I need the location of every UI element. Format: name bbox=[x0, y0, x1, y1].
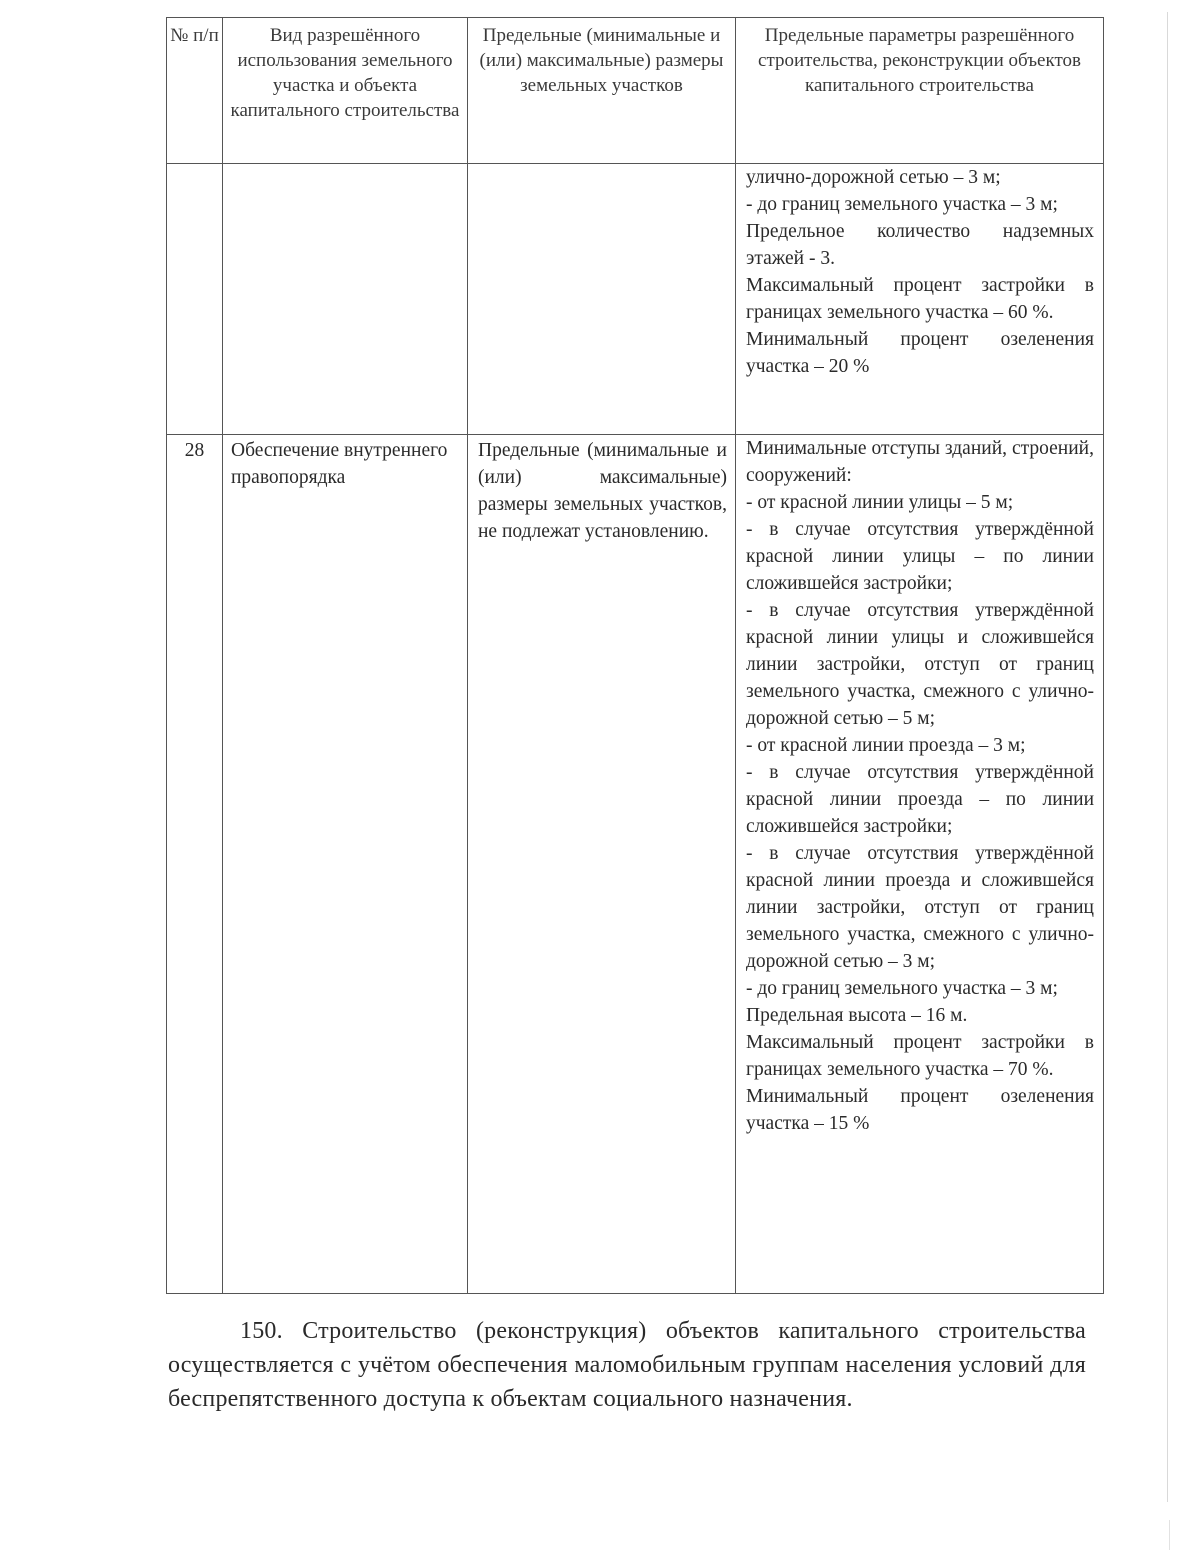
param-line: Минимальные отступы зданий, строений, сооружений: bbox=[746, 438, 1094, 486]
header-number: № п/п bbox=[167, 18, 223, 164]
cell-plot-sizes bbox=[468, 164, 736, 435]
param-line: Максимальный процент застройки в границах земельного участка – 60 %. bbox=[746, 275, 1094, 323]
scan-edge-line bbox=[1167, 12, 1168, 1502]
cell-construction-params bbox=[736, 435, 1104, 1294]
regulations-table bbox=[166, 17, 1104, 1294]
scan-edge-line bbox=[1169, 1520, 1170, 1550]
param-line: улично-дорожной сетью – 3 м; bbox=[746, 167, 1001, 188]
param-line: - до границ земельного участка – 3 м; bbox=[746, 978, 1058, 999]
use-type-text: Обеспечение внутреннего правопорядка bbox=[231, 440, 448, 488]
cell-construction-params bbox=[736, 164, 1104, 435]
param-line: Минимальный процент озеленения участка – 15 % bbox=[746, 1086, 1094, 1134]
param-line: - от красной линии улицы – 5 м; bbox=[746, 492, 1014, 513]
row-number: 28 bbox=[184, 440, 205, 461]
param-line: Максимальный процент застройки в границах земельного участка – 70 %. bbox=[746, 1032, 1094, 1080]
cell-plot-sizes bbox=[468, 435, 736, 1294]
table-row-28 bbox=[167, 435, 1104, 1294]
param-line: Предельное количество надземных этажей - 3. bbox=[746, 221, 1094, 269]
cell-use-type bbox=[223, 435, 468, 1294]
plot-sizes-text: Предельные (минимальные и (или) максимальные) размеры земельных участков, не подлежат установлению. bbox=[478, 440, 727, 542]
paragraph-150: 150. Строительство (реконструкция) объектов капитального строительства осуществляется с учётом обеспечения маломобильным группам населения условий для беспрепятственного доступа к объектам социального назначения. bbox=[168, 1318, 1086, 1412]
param-line: - в случае отсутствия утверждённой красной линии улицы и сложившейся линии застройки, отступ от границ земельного участка, смежного с улично-дорожной сетью – 5 м; bbox=[746, 600, 1094, 729]
param-line: - в случае отсутствия утверждённой красной линии улицы – по линии сложившейся застройки; bbox=[746, 519, 1094, 594]
param-line: Минимальный процент озеленения участка – 20 % bbox=[746, 329, 1094, 377]
table-header-row bbox=[167, 18, 1104, 164]
header-construction-params: Предельные параметры разрешённого строительства, реконструкции объектов капитального строительства bbox=[736, 18, 1104, 164]
param-line: - в случае отсутствия утверждённой красной линии проезда – по линии сложившейся застройки; bbox=[746, 762, 1094, 837]
cell-use-type bbox=[223, 164, 468, 435]
table-row-continuation bbox=[167, 164, 1104, 435]
header-use-type: Вид разрешённого использования земельного участка и объекта капитального строительства bbox=[223, 18, 468, 164]
param-line: Предельная высота – 16 м. bbox=[746, 1005, 968, 1026]
cell-number bbox=[167, 435, 223, 1294]
param-line: - от красной линии проезда – 3 м; bbox=[746, 735, 1026, 756]
param-line: - до границ земельного участка – 3 м; bbox=[746, 194, 1058, 215]
cell-number bbox=[167, 164, 223, 435]
param-line: - в случае отсутствия утверждённой красной линии проезда и сложившейся линии застройки, отступ от границ земельного участка, смежного с улично-дорожной сетью – 3 м; bbox=[746, 843, 1094, 972]
header-plot-sizes: Предельные (минимальные и (или) максимальные) размеры земельных участков bbox=[468, 18, 736, 164]
